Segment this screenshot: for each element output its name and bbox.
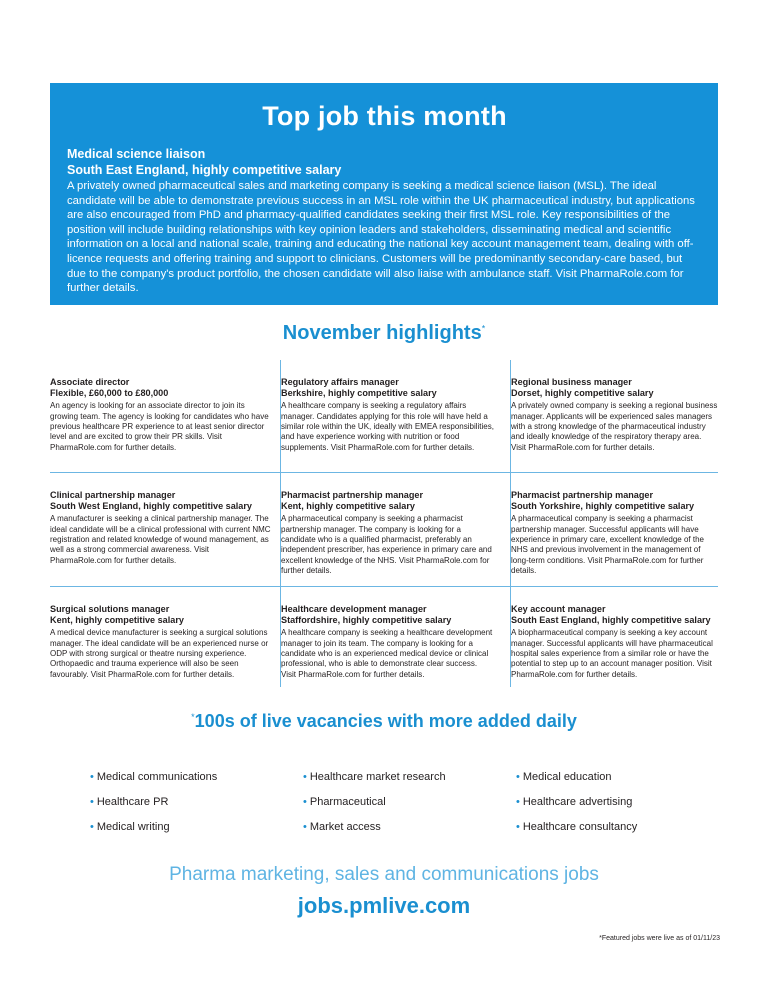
- bullet-dot: •: [516, 821, 520, 833]
- job-description: A manufacturer is seeking a clinical partnership manager. The ideal candidate will be a clinical professional with current NMC registration and related knowledge of wound management, as well as a strong commercial awareness. Visit PharmaRole.com for further details.: [50, 514, 271, 565]
- sector-link[interactable]: [303, 815, 516, 840]
- grid-row: [50, 473, 718, 587]
- sector-list: [90, 765, 730, 840]
- job-card[interactable]: [50, 360, 280, 472]
- job-title: Healthcare development manager: [281, 604, 427, 614]
- job-location-salary: Flexible, £60,000 to £80,000: [50, 387, 169, 398]
- sector-label: Healthcare consultancy: [522, 821, 638, 833]
- bullet-dot: •: [90, 821, 94, 833]
- sector-label: Medical writing: [96, 821, 170, 833]
- sector-label: Pharmaceutical: [309, 796, 386, 808]
- sector-link[interactable]: [516, 815, 729, 840]
- highlights-grid: [50, 360, 718, 687]
- job-card[interactable]: [510, 587, 718, 687]
- job-location-salary: South East England, highly competitive salary: [511, 614, 711, 625]
- job-title: Surgical solutions manager: [50, 604, 170, 614]
- job-location-salary: Dorset, highly competitive salary: [511, 387, 654, 398]
- grid-row: [50, 360, 718, 473]
- grid-row: [50, 587, 718, 687]
- top-job-location-salary: South East England, highly competitive salary: [67, 163, 342, 177]
- sector-label: Healthcare PR: [96, 796, 169, 808]
- job-title: Pharmacist partnership manager: [511, 490, 654, 500]
- job-location-salary: Kent, highly competitive salary: [50, 614, 184, 625]
- sector-label: Healthcare advertising: [522, 796, 633, 808]
- job-title: Key account manager: [511, 604, 606, 614]
- highlights-heading-text: November highlights: [282, 322, 482, 344]
- bullet-dot: •: [303, 771, 307, 783]
- job-description: A privately owned company is seeking a regional business manager. Applicants will be experienced sales managers with a strong knowledge of the pharmaceutical industry and ideally knowledge of the respiratory therapy area. Visit PharmaRole.com for further details.: [511, 401, 718, 452]
- sector-link[interactable]: [303, 790, 516, 815]
- job-location-salary: South Yorkshire, highly competitive salary: [511, 500, 695, 511]
- bullet-dot: •: [303, 821, 307, 833]
- top-job-role: Medical science liaison: [67, 147, 206, 161]
- job-location-salary: Staffordshire, highly competitive salary: [281, 614, 452, 625]
- job-description: A biopharmaceutical company is seeking a key account manager. Successful applicants will have pharmaceutical hospital sales experience from a similar role or have the potential to step up to an account manager position. Visit PharmaRole.com for further details.: [511, 628, 713, 679]
- highlights-heading-mark: *: [481, 323, 486, 334]
- sector-label: Market access: [309, 821, 381, 833]
- sector-label: Medical education: [522, 771, 612, 783]
- job-location-salary: Berkshire, highly competitive salary: [281, 387, 437, 398]
- job-card[interactable]: [510, 360, 718, 472]
- sector-link[interactable]: [90, 815, 303, 840]
- job-title: Pharmacist partnership manager: [281, 490, 424, 500]
- top-job-description: A privately owned pharmaceutical sales and marketing company is seeking a medical science liaison (MSL). The ideal candidate will be able to demonstrate previous success in an MSL role within the UK pharmaceutical industry, but applications are also encouraged from PhD and pharmacy-qualified candidates seeking their first MSL role. Key responsibilities of the position will include building relationships with key opinion leaders and stakeholders, disseminating medical and scientific information on a local and national scale, training and educating the national key account management team, dealing with off-licence requests and offering training and support to clinicians. Customers will be predominantly secondary-care based, but due to the company's product portfolio, the chosen candidate will also liaise with ambulance staff. Visit PharmaRole.com for further details.: [67, 180, 695, 295]
- job-description: A pharmaceutical company is seeking a pharmacist partnership manager. The company is looking for a candidate who is a qualified pharmacist, preferably an independent prescriber, has experience in primary care and excellent knowledge of the NHS. Visit PharmaRole.com for further details.: [281, 514, 492, 576]
- job-card[interactable]: [50, 473, 280, 586]
- job-description: A healthcare company is seeking a regulatory affairs manager. Candidates applying for this role will have held a similar role within the UK, ideally with EMEA responsibilities, and have experience working with nutrition or food supplements. Visit PharmaRole.com for further details.: [281, 401, 494, 452]
- bullet-dot: •: [90, 796, 94, 808]
- bullet-dot: •: [516, 771, 520, 783]
- sector-column: [516, 765, 729, 840]
- bullet-dot: •: [303, 796, 307, 808]
- job-card[interactable]: [280, 587, 510, 687]
- sector-link[interactable]: [516, 790, 729, 815]
- top-job-heading: Top job this month: [262, 101, 507, 131]
- sector-link[interactable]: [90, 790, 303, 815]
- sector-label: Healthcare market research: [309, 771, 446, 783]
- bullet-dot: •: [90, 771, 94, 783]
- bullet-dot: •: [516, 796, 520, 808]
- job-description: A pharmaceutical company is seeking a pharmacist partnership manager. Successful applicants will have experience in primary care, excellent knowledge of the NHS and previous involvement in the management of long-term conditions. Visit PharmaRole.com for further details.: [511, 514, 704, 576]
- sector-label: Medical communications: [96, 771, 218, 783]
- job-description: A medical device manufacturer is seeking a surgical solutions manager. The ideal candidate will be an experienced nurse or ODP with strong surgical or theatre nursing experience. Orthopaedic and trauma experience will also be seen favourably. Visit PharmaRole.com for further details.: [50, 628, 269, 679]
- sector-column: [303, 765, 516, 840]
- job-title: Regional business manager: [511, 377, 632, 387]
- job-card[interactable]: [510, 473, 718, 586]
- footer-tagline: Pharma marketing, sales and communications jobs: [169, 864, 599, 885]
- featured-jobs-footnote: *Featured jobs were live as of 01/11/23: [599, 935, 720, 942]
- top-job-panel: [50, 83, 718, 305]
- vacancies-heading-mark: *: [191, 712, 195, 722]
- job-location-salary: Kent, highly competitive salary: [281, 500, 415, 511]
- job-card[interactable]: [50, 587, 280, 687]
- job-title: Clinical partnership manager: [50, 490, 176, 500]
- highlights-heading: [0, 322, 768, 345]
- sector-link[interactable]: [303, 765, 516, 790]
- vacancies-heading-text: 100s of live vacancies with more added daily: [194, 711, 577, 731]
- job-card[interactable]: [280, 360, 510, 472]
- job-location-salary: South West England, highly competitive salary: [50, 500, 252, 511]
- job-description: A healthcare company is seeking a healthcare development manager to join its team. The company is looking for a candidate who is an experienced medical device or clinical professional, who is able to demonstrate clear success. Visit PharmaRole.com for further details.: [281, 628, 493, 679]
- jobs-site-link[interactable]: jobs.pmlive.com: [297, 893, 471, 918]
- job-description: An agency is looking for an associate director to join its growing team. The agency is looking for candidates who have previous healthcare PR experience to at least senior director level and are excited to grow their PR skills. Visit PharmaRole.com for further details.: [50, 401, 269, 452]
- job-title: Associate director: [50, 377, 130, 387]
- sector-link[interactable]: [90, 765, 303, 790]
- job-title: Regulatory affairs manager: [281, 377, 399, 387]
- sector-column: [90, 765, 303, 840]
- vacancies-heading: [0, 711, 768, 732]
- sector-link[interactable]: [516, 765, 729, 790]
- job-card[interactable]: [280, 473, 510, 586]
